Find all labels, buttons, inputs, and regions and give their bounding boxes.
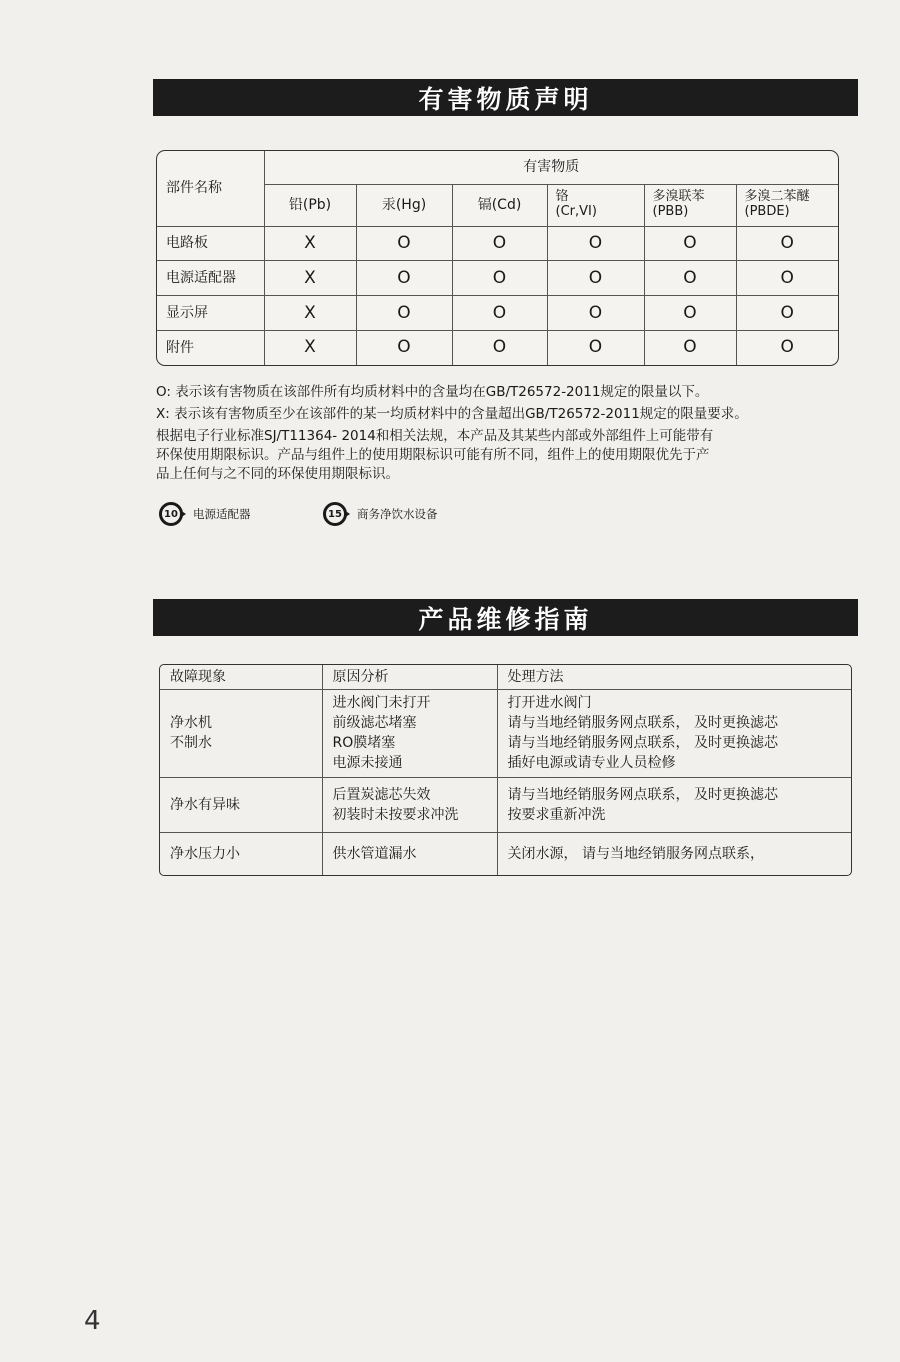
fault-header: 故障现象 [160,665,322,689]
substance-header: 汞(Hg) [356,184,452,226]
page-number: 4 [84,1306,101,1336]
cause-cell: 后置炭滤芯失效 初装时未按要求冲洗 [322,777,497,832]
cause-header: 原因分析 [322,665,497,689]
epup-mark-adapter [159,502,251,526]
substance-mark: O [452,226,547,261]
part-name: 电路板 [157,226,264,261]
substance-mark: X [264,261,356,296]
epup-label: 商务净饮水设备 [357,507,438,521]
substance-mark: O [736,331,838,365]
substance-header: 多溴二苯醚 (PBDE) [736,184,838,226]
table-row [160,832,851,876]
table-row [157,296,838,331]
substance-header: 铬 (Cr,VI) [547,184,644,226]
substance-header: 铅(Pb) [264,184,356,226]
epup-cycle-icon: 10 [159,502,183,526]
table-row [157,261,838,296]
substance-mark: O [452,261,547,296]
table-row [160,777,851,832]
substance-mark: O [547,261,644,296]
substance-mark: O [644,261,736,296]
substance-header: 镉(Cd) [452,184,547,226]
fault-cell: 净水有异味 [160,777,322,832]
table-row [160,689,851,777]
substance-mark: O [452,296,547,331]
repair-section-title: 产品维修指南 [153,599,858,636]
note-x: X: 表示该有害物质至少在该部件的某一均质材料中的含量超出GB/T26572-2011规定的限量要求。 [156,406,748,422]
part-name: 显示屏 [157,296,264,331]
substance-mark: O [736,296,838,331]
table-row [157,226,838,261]
hazard-section-title: 有害物质声明 [153,79,858,116]
substance-mark: O [547,226,644,261]
epup-cycle-icon: 15 [323,502,347,526]
substance-mark: X [264,296,356,331]
solution-cell: 关闭水源， 请与当地经销服务网点联系， [497,832,851,876]
cause-cell: 进水阀门未打开 前级滤芯堵塞 RO膜堵塞 电源未接通 [322,689,497,777]
substance-mark: O [356,226,452,261]
substance-mark: X [264,331,356,365]
repair-guide-table [159,664,852,876]
substance-mark: O [547,331,644,365]
substance-mark: O [356,331,452,365]
substance-mark: O [736,261,838,296]
solution-cell: 请与当地经销服务网点联系， 及时更换滤芯 按要求重新冲洗 [497,777,851,832]
epup-paragraph: 根据电子行业标准SJ/T11364- 2014和相关法规，本产品及其某些内部或外部组件上可能带有 环保使用期限标识。产品与组件上的使用期限标识可能有所不同，组件上的使用期限优先于产 品上任何与之不同的环保使用期限标识。 [156,428,714,482]
cause-cell: 供水管道漏水 [322,832,497,876]
table-row [157,331,838,365]
hazard-substance-table [156,150,839,366]
substance-mark: O [547,296,644,331]
epup-mark-device [323,502,438,526]
substance-header: 多溴联苯 (PBB) [644,184,736,226]
substance-mark: O [644,296,736,331]
fault-cell: 净水机 不制水 [160,689,322,777]
substance-mark: X [264,226,356,261]
part-name: 附件 [157,331,264,365]
hazard-notes [156,381,856,484]
substance-mark: O [736,226,838,261]
fault-cell: 净水压力小 [160,832,322,876]
substance-mark: O [644,331,736,365]
substance-mark: O [356,261,452,296]
substance-mark: O [452,331,547,365]
substance-mark: O [644,226,736,261]
note-o: O: 表示该有害物质在该部件所有均质材料中的含量均在GB/T26572-2011规定的限量以下。 [156,384,709,400]
solution-header: 处理方法 [497,665,851,689]
substance-group-header: 有害物质 [264,151,838,184]
part-name-header: 部件名称 [157,151,264,226]
part-name: 电源适配器 [157,261,264,296]
substance-mark: O [356,296,452,331]
solution-cell: 打开进水阀门 请与当地经销服务网点联系， 及时更换滤芯 请与当地经销服务网点联系， 及时更换滤芯 插好电源或请专业人员检修 [497,689,851,777]
epup-label: 电源适配器 [193,507,251,521]
